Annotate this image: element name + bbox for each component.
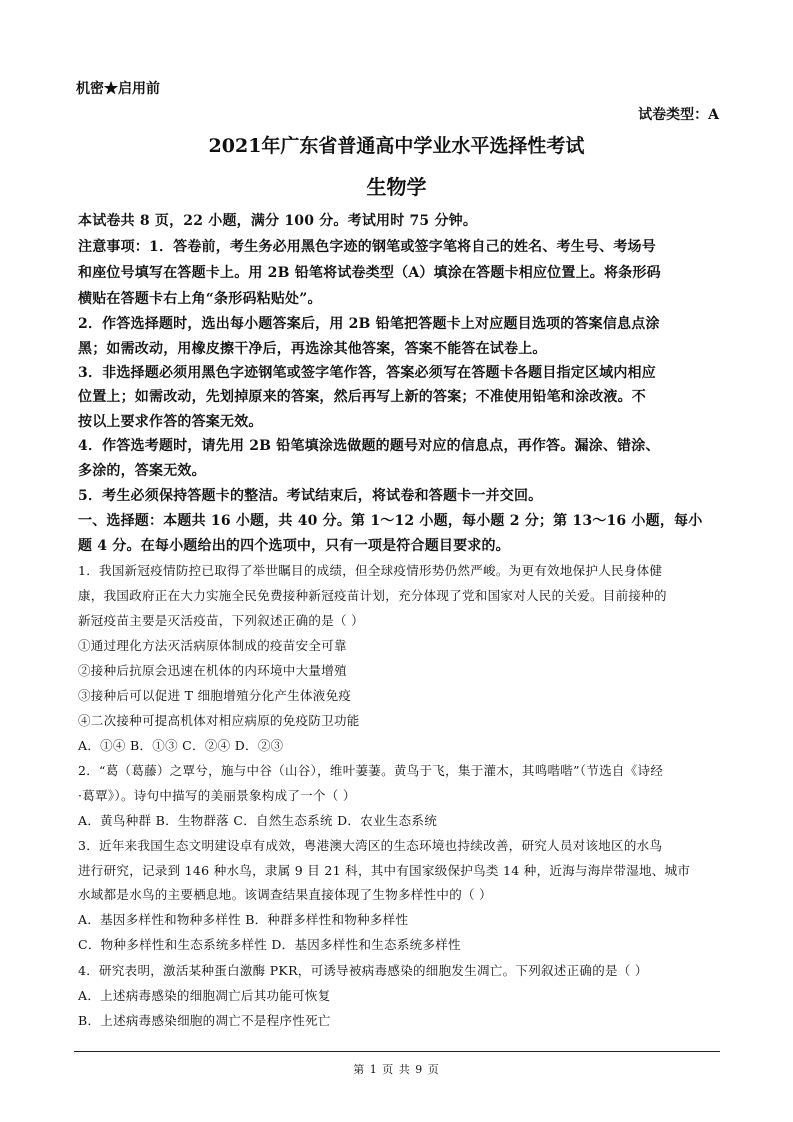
- instruction-line: 多涂的，答案无效。: [78, 463, 206, 479]
- question-options: A．基因多样性和物种多样性 B．种群多样性和物种多样性: [78, 912, 409, 927]
- instruction-line: 按以上要求作答的答案无效。: [78, 414, 263, 430]
- section-heading: 题 4 分。在每小题给出的四个选项中，只有一项是符合题目要求的。: [78, 538, 510, 554]
- paper-type-label: 试卷类型：A: [638, 107, 719, 123]
- confidential-label: 机密★启用前: [76, 81, 160, 97]
- instruction-line: 5．考生必须保持答题卡的整洁。考试结束后，将试卷和答题卡一并交回。: [78, 488, 543, 504]
- question-statement: ③接种后可以促进 T 细胞增殖分化产生体液免疫: [78, 688, 352, 703]
- instruction-line: 4．作答选考题时，请先用 2B 铅笔填涂选做题的题号对应的信息点，再作答。漏涂、错涂、: [78, 438, 660, 454]
- instruction-line: 2．作答选择题时，选出每小题答案后，用 2B 铅笔把答题卡上对应题目选项的答案信息点涂: [78, 316, 660, 332]
- instruction-line: 和座位号填写在答题卡上。用 2B 铅笔将试卷类型（A）填涂在答题卡相应位置上。将条形码: [78, 265, 661, 281]
- question-line: ·葛覃》）。诗句中描写的美丽景象构成了一个（ ）: [78, 788, 356, 803]
- question-line: 2．“葛（葛藤）之覃兮，施与中谷（山谷），维叶萋萋。黄鸟于飞，集于灌木，其鸣喈喈”（节选自《诗经: [78, 763, 664, 778]
- instruction-line: 黑；如需改动，用橡皮擦干净后，再选涂其他答案，答案不能答在试卷上。: [78, 341, 547, 357]
- exam-intro: 本试卷共 8 页，22 小题，满分 100 分。考试用时 75 分钟。: [78, 213, 478, 229]
- question-line: 1．我国新冠疫情防控已取得了举世瞩目的成绩，但全球疫情形势仍然严峻。为更有效地保护人民身体健: [78, 563, 663, 578]
- question-option: B．上述病毒感染细胞的凋亡不是程序性死亡: [78, 1013, 331, 1028]
- question-options: C．物种多样性和生态系统多样性 D．基因多样性和生态系统多样性: [78, 937, 461, 952]
- instruction-line: 横贴在答题卡右上角“条形码粘贴处”。: [78, 291, 322, 307]
- question-statement: ②接种后抗原会迅速在机体的内环境中大量增殖: [78, 663, 347, 678]
- footer-divider: [74, 1051, 720, 1052]
- subject-title: 生物学: [366, 175, 427, 199]
- instruction-line: 位置上；如需改动，先划掉原来的答案，然后再写上新的答案；不准使用铅笔和涂改液。不: [78, 389, 646, 405]
- question-line: 康，我国政府正在大力实施全民免费接种新冠疫苗计划，充分体现了党和国家对人民的关爱。目前接种的: [78, 588, 667, 603]
- instruction-line: 3．非选择题必须用黑色字迹钢笔或签字笔作答，答案必须写在答题卡各题目指定区域内相应: [78, 365, 656, 381]
- question-line: 4．研究表明，激活某种蛋白激酶 PKR，可诱导被病毒感染的细胞发生凋亡。下列叙述正确的是（ ）: [78, 963, 648, 978]
- exam-title: 2021年广东省普通高中学业水平选择性考试: [208, 135, 585, 157]
- page-number: 第 1 页 共 9 页: [353, 1063, 440, 1076]
- question-options: A．黄鸟种群 B．生物群落 C．自然生态系统 D．农业生态系统: [78, 813, 438, 828]
- question-line: 新冠疫苗主要是灭活疫苗，下列叙述正确的是（ ）: [78, 613, 364, 628]
- instruction-line: 注意事项：1．答卷前，考生务必用黑色字迹的钢笔或签字笔将自己的姓名、考生号、考场号: [78, 239, 656, 255]
- question-options: A．①④ B．①③ C．②④ D．②③: [78, 738, 284, 753]
- section-heading: 一、选择题：本题共 16 小题，共 40 分。第 1～12 小题，每小题 2 分；第 13～16 小题，每小: [78, 513, 703, 529]
- question-line: 水域都是水鸟的主要栖息地。该调查结果直接体现了生物多样性中的（ ）: [78, 887, 492, 902]
- question-statement: ④二次接种可提高机体对相应病原的免疫防卫功能: [78, 713, 360, 728]
- question-line: 进行研究，记录到 146 种水鸟，隶属 9 目 21 科，其中有国家级保护鸟类 14 种，近海与海岸带湿地、城市: [78, 863, 691, 878]
- question-line: 3．近年来我国生态文明建设卓有成效，粤港澳大湾区的生态环境也持续改善，研究人员对该地区的水鸟: [78, 838, 663, 853]
- question-option: A．上述病毒感染的细胞凋亡后其功能可恢复: [78, 988, 331, 1003]
- question-statement: ①通过理化方法灭活病原体制成的疫苗安全可靠: [78, 638, 347, 653]
